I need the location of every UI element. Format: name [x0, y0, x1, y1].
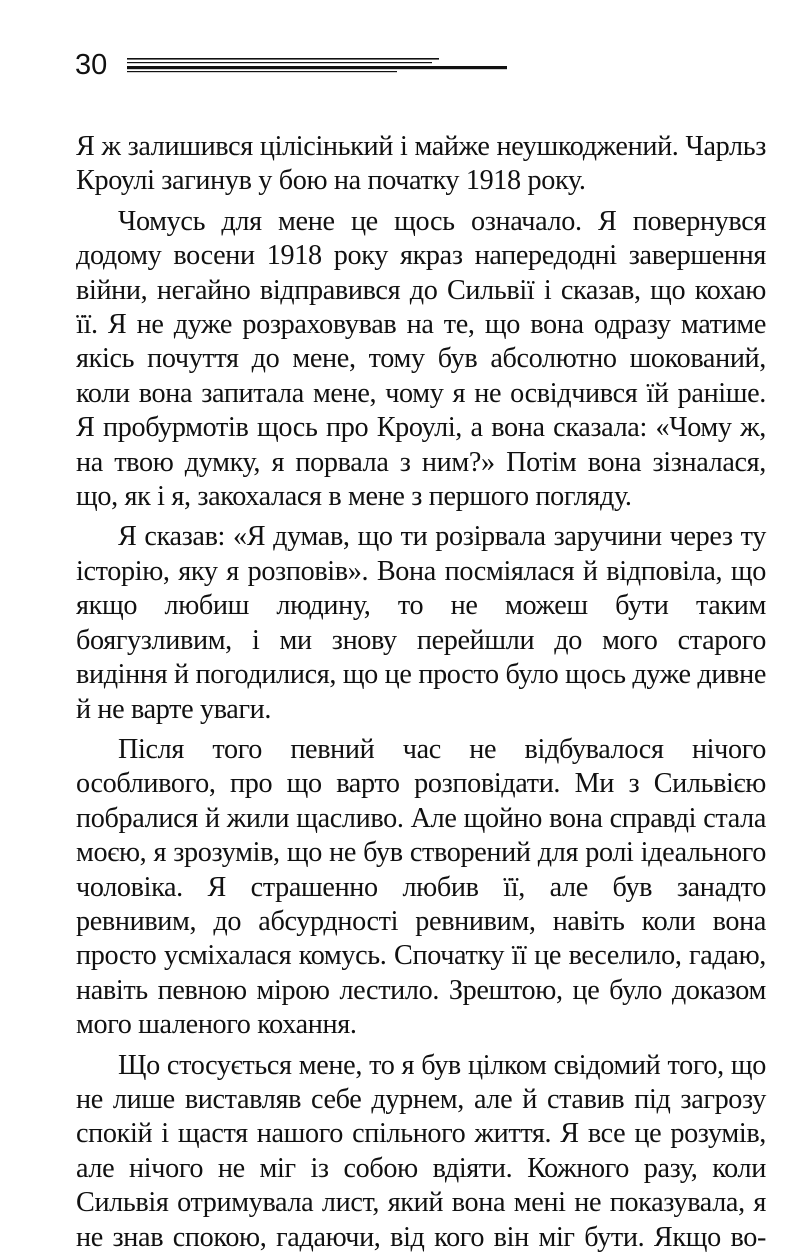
body-text	[76, 130, 766, 1255]
paragraph-4: Після того певний час не відбувалося нічого особливого, про що варто розповідати. Ми з Сильвією побралися й жили щасливо. Але щойно вона справді стала моєю, я зрозумів, що не був створений для ролі ідеального чоловіка. Я страшенно любив її, але був занадто ревнивим, до абсурдності ревнивим, навіть коли вона просто усміхалася комусь. Спочатку її це веселило, гадаю, навіть певною мірою лестило. Зрештою, це було доказом мого шаленого кохання.	[76, 733, 766, 1041]
paragraph-3: Я сказав: «Я думав, що ти розірвала заручини через ту історію, яку я розповів». Вона посміялася й відповіла, що якщо любиш людину, то не можеш бути таким боягузливим, і ми знову перейшли до мого старого видіння й погодилися, що це просто було щось дуже дивне й не варте уваги.	[76, 521, 766, 725]
paragraph-2: Чомусь для мене це щось означало. Я повернувся додому восени 1918 року якраз напередодні завершення війни, негайно відправився до Сильвії і сказав, що кохаю її. Я не дуже розраховував на те, що вона одразу матиме якісь почуття до мене, тому був абсолютно шокований, коли вона запитала мене, чому я не освідчився їй раніше. Я пробурмотів щось про Кроулі, а вона сказала: «Чому ж, на твою думку, я порвала з ним?» Потім вона зізналася, що, як і я, закохалася в мене з першого погляду.	[76, 205, 766, 513]
paragraph-5: Що стосується мене, то я був цілком свідомий того, що не лише виставляв себе дурнем, але й ставив під загрозу спокій і щастя нашого спільного життя. Я все це розумів, але нічого не міг із собою вдіяти. Кожного разу, коли Сильвія отримувала лист, який вона мені не показувала, я не знав спокою, гадаючи, від кого він міг бути. Якщо во-	[76, 1049, 766, 1253]
header-rule-decoration	[127, 56, 507, 76]
page-header	[75, 48, 435, 82]
paragraph-1: Я ж залишився цілісінький і майже неушкоджений. Чарльз Кроулі загинув у бою на початку 1918 року.	[76, 131, 766, 197]
page-number: 30	[75, 49, 108, 81]
